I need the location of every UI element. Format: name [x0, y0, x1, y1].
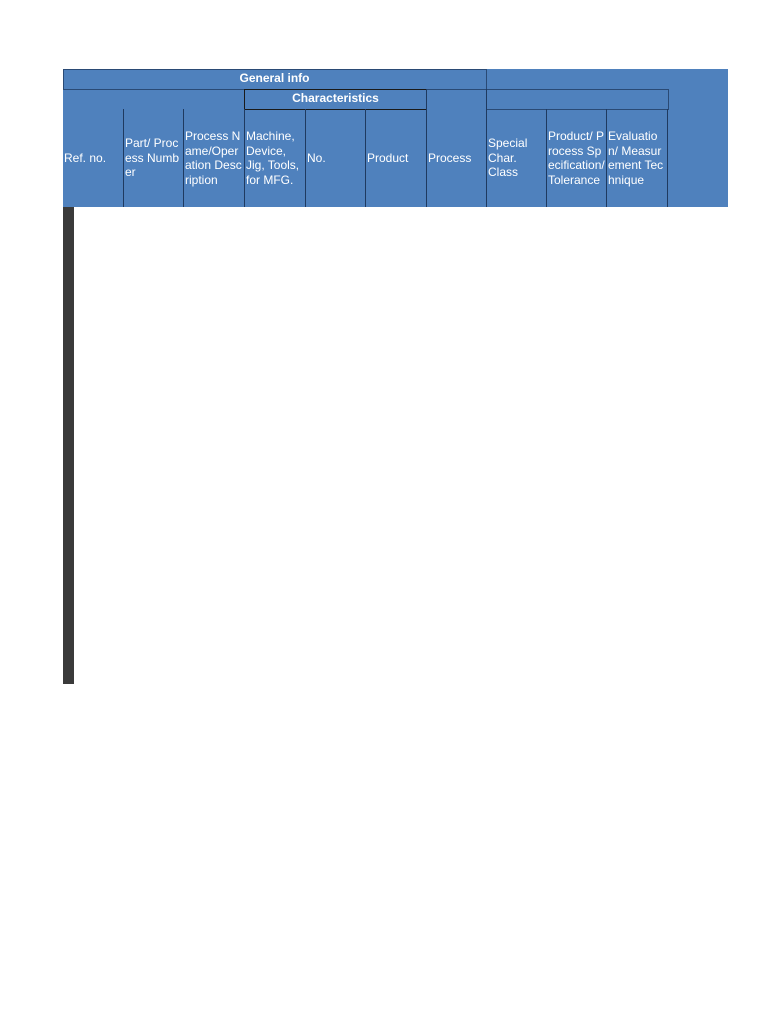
table-cell[interactable] [73, 317, 74, 335]
table-row [64, 665, 74, 683]
table-row [64, 537, 74, 555]
table-row [64, 409, 74, 427]
table-row [64, 244, 74, 262]
table-cell[interactable] [73, 628, 74, 646]
table-cell[interactable] [73, 208, 74, 226]
table-row [64, 372, 74, 390]
column-header-part-process-number: Part/ Process Number [125, 136, 180, 180]
column-header-no: No. [307, 150, 326, 165]
table-row [64, 592, 74, 610]
table-cell[interactable] [73, 537, 74, 555]
table-row [64, 226, 74, 244]
table-cell[interactable] [73, 573, 74, 591]
table-cell[interactable] [73, 336, 74, 354]
table-row [64, 262, 74, 280]
table-cell[interactable] [73, 244, 74, 262]
table-cell[interactable] [73, 354, 74, 372]
table-row [64, 500, 74, 518]
header-band-right-overflow [668, 89, 728, 207]
column-header-product: Product [367, 150, 409, 165]
table-row [64, 555, 74, 573]
table-row [64, 519, 74, 537]
table-row [64, 354, 74, 372]
table-row [64, 336, 74, 354]
characteristics-header: Characteristics [292, 91, 379, 105]
table-row [64, 427, 74, 445]
table-row [64, 610, 74, 628]
table-row [64, 390, 74, 408]
table-row [64, 647, 74, 665]
table-cell[interactable] [73, 555, 74, 573]
column-header-process: Process [428, 150, 472, 165]
col-divider [667, 109, 668, 207]
table-cell[interactable] [73, 464, 74, 482]
table-row [64, 445, 74, 463]
table-cell[interactable] [73, 427, 74, 445]
table-row [64, 208, 74, 226]
table-row [64, 299, 74, 317]
table-cell[interactable] [73, 445, 74, 463]
table-row [64, 317, 74, 335]
table-cell[interactable] [73, 372, 74, 390]
column-header-ref-no: Ref. no. [64, 150, 107, 165]
table-cell[interactable] [73, 409, 74, 427]
column-header-specification-tolerance: Product/ Process Specification/Tolerance [548, 129, 605, 187]
table-row [64, 628, 74, 646]
table-cell[interactable] [73, 665, 74, 683]
column-header-process-name: Process Name/Operation Description [185, 129, 242, 187]
table-cell[interactable] [73, 226, 74, 244]
table-cell[interactable] [73, 299, 74, 317]
general-info-header: General info [239, 71, 310, 85]
table-row [64, 482, 74, 500]
table-cell[interactable] [73, 592, 74, 610]
table-cell[interactable] [73, 610, 74, 628]
general-info-divider [486, 69, 487, 89]
table-cell[interactable] [73, 500, 74, 518]
table-cell[interactable] [73, 262, 74, 280]
table-cell[interactable] [73, 482, 74, 500]
table-cell[interactable] [73, 281, 74, 299]
table-cell[interactable] [73, 390, 74, 408]
column-header-evaluation-technique: Evaluation/ Measurement Technique [608, 129, 664, 187]
table-row [64, 573, 74, 591]
data-grid [63, 207, 74, 684]
column-header-machine-device: Machine, Device, Jig, Tools, for MFG. [246, 129, 300, 187]
table-cell[interactable] [73, 519, 74, 537]
table-row [64, 464, 74, 482]
column-header-special-char-class: Special Char. Class [488, 136, 528, 180]
table-cell[interactable] [73, 647, 74, 665]
table-row [64, 281, 74, 299]
